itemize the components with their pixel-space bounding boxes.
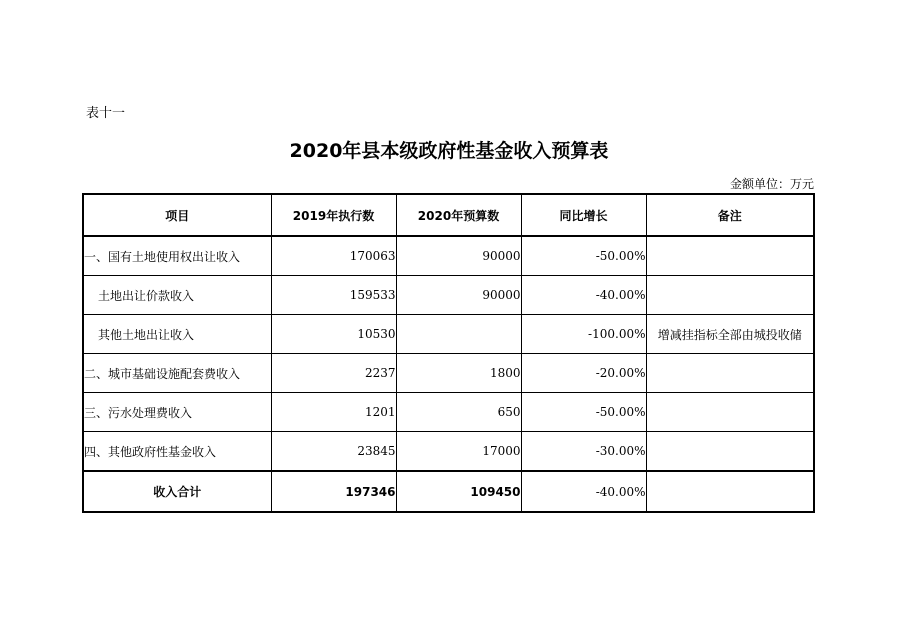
row-budget-2020: 1800 — [396, 354, 521, 393]
table-label: 表十一 — [86, 106, 126, 121]
row-budget-2020: 90000 — [396, 236, 521, 276]
row-growth: -50.00% — [521, 393, 646, 432]
header-exec-2019: 2019年执行数 — [271, 194, 396, 236]
row-growth: -50.00% — [521, 236, 646, 276]
row-item: 二、城市基础设施配套费收入 — [83, 354, 271, 393]
row-growth: -30.00% — [521, 432, 646, 472]
row-note: 增减挂指标全部由城投收储 — [646, 315, 814, 354]
row-exec-2019: 23845 — [271, 432, 396, 472]
total-row — [83, 471, 814, 512]
row-item: 其他土地出让收入 — [83, 315, 271, 354]
table-row — [83, 276, 814, 315]
header-growth: 同比增长 — [521, 194, 646, 236]
row-exec-2019: 1201 — [271, 393, 396, 432]
row-budget-2020 — [396, 315, 521, 354]
row-budget-2020: 17000 — [396, 432, 521, 472]
row-budget-2020: 90000 — [396, 276, 521, 315]
table-row — [83, 393, 814, 432]
row-note — [646, 354, 814, 393]
row-budget-2020: 650 — [396, 393, 521, 432]
row-note — [646, 236, 814, 276]
row-item: 土地出让价款收入 — [83, 276, 271, 315]
row-note — [646, 276, 814, 315]
row-growth: -20.00% — [521, 354, 646, 393]
row-exec-2019: 10530 — [271, 315, 396, 354]
total-item: 收入合计 — [83, 471, 271, 512]
total-growth: -40.00% — [521, 471, 646, 512]
header-note: 备注 — [646, 194, 814, 236]
row-growth: -40.00% — [521, 276, 646, 315]
row-item: 一、国有土地使用权出让收入 — [83, 236, 271, 276]
row-item: 三、污水处理费收入 — [83, 393, 271, 432]
row-exec-2019: 159533 — [271, 276, 396, 315]
page-title: 2020年县本级政府性基金收入预算表 — [289, 140, 609, 162]
row-growth: -100.00% — [521, 315, 646, 354]
row-note — [646, 432, 814, 472]
budget-table — [82, 193, 815, 513]
total-budget-2020: 109450 — [396, 471, 521, 512]
total-note — [646, 471, 814, 512]
table-row — [83, 354, 814, 393]
unit-note: 金额单位：万元 — [729, 177, 814, 191]
table-row — [83, 315, 814, 354]
header-row — [83, 194, 814, 236]
row-note — [646, 393, 814, 432]
row-item: 四、其他政府性基金收入 — [83, 432, 271, 472]
table-row — [83, 432, 814, 472]
header-budget-2020: 2020年预算数 — [396, 194, 521, 236]
total-exec-2019: 197346 — [271, 471, 396, 512]
row-exec-2019: 2237 — [271, 354, 396, 393]
row-exec-2019: 170063 — [271, 236, 396, 276]
header-item: 项目 — [83, 194, 271, 236]
table-row — [83, 236, 814, 276]
